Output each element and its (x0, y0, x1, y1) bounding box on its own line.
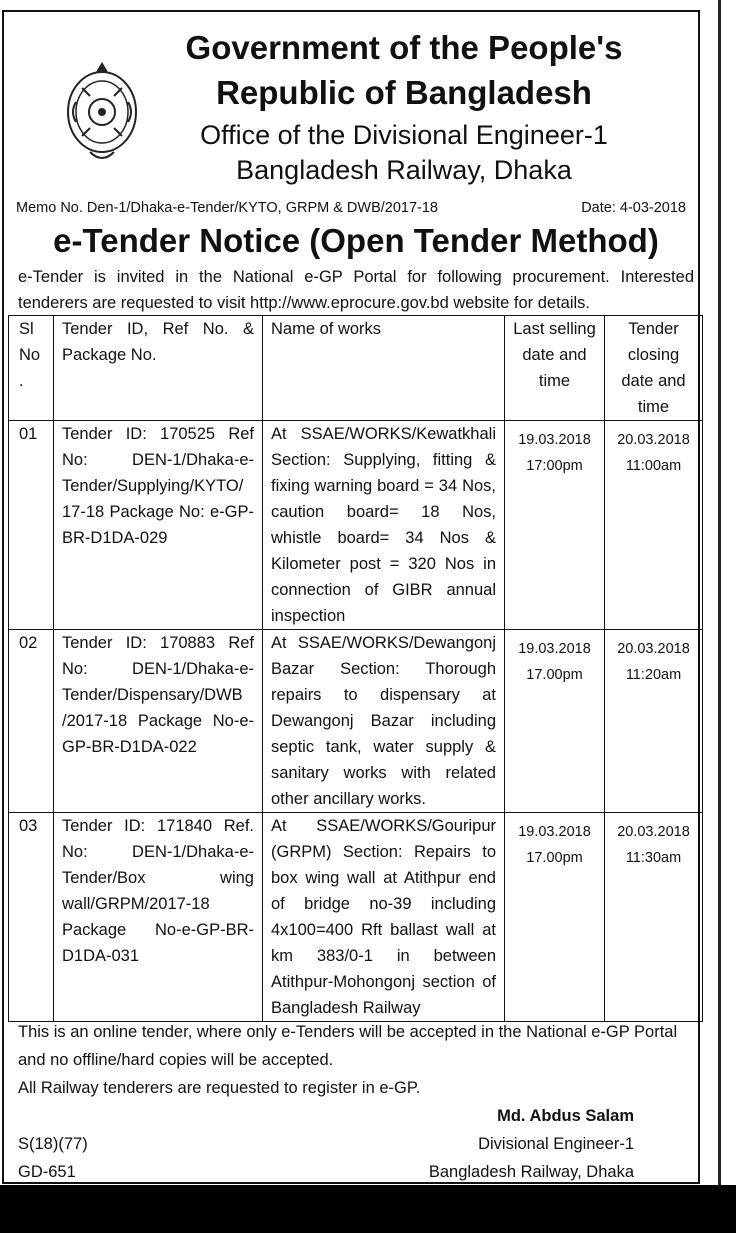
table-row (9, 421, 703, 630)
closing-time: 11:30am (625, 850, 682, 866)
selling-time: 17.00pm (526, 667, 583, 683)
intro-paragraph: e-Tender is invited in the National e-GP Portal for following procurement. Interested tenderers are requested to visit http://www.eprocure.gov.bd website for details. (18, 268, 694, 312)
row-tender: Tender ID: 171840 Ref. No: DEN-1/Dhaka-e-Tender/Box wing wall/GRPM/2017-18 Package No-e-GP-BR-D1DA-031 (54, 813, 263, 1022)
row-selling (505, 630, 605, 813)
selling-time: 17:00pm (526, 458, 583, 474)
closing-date: 20.03.2018 (617, 432, 690, 448)
table-row (9, 813, 703, 1022)
selling-date: 19.03.2018 (518, 641, 591, 657)
signatory-name: Md. Abdus Salam (497, 1107, 634, 1125)
closing-time: 11:00am (625, 458, 682, 474)
row-closing (605, 421, 703, 630)
row-selling (505, 421, 605, 630)
header-works: Name of works (263, 316, 505, 421)
office-line-2: Bangladesh Railway, Dhaka (236, 155, 572, 185)
header-sl: Sl No . (9, 316, 54, 421)
closing-date: 20.03.2018 (617, 824, 690, 840)
footer-register-notice: All Railway tenderers are requested to register in e-GP. (18, 1079, 421, 1097)
memo-date: Date: 4-03-2018 (581, 200, 686, 216)
ref-code-1: S(18)(77) (18, 1135, 88, 1153)
row-selling (505, 813, 605, 1022)
row-closing (605, 630, 703, 813)
header-closing: Tender closing date and time (605, 316, 703, 421)
table-header-row (9, 316, 703, 421)
selling-date: 19.03.2018 (518, 432, 591, 448)
title-line-2: Republic of Bangladesh (216, 74, 592, 111)
row-sl: 01 (9, 421, 54, 630)
row-sl: 02 (9, 630, 54, 813)
table-row (9, 630, 703, 813)
selling-date: 19.03.2018 (518, 824, 591, 840)
page-edge-line (718, 0, 721, 1185)
signatory-office: Bangladesh Railway, Dhaka (428, 1163, 634, 1181)
row-tender: Tender ID: 170525 Ref No: DEN-1/Dhaka-e-Tender/Supplying/KYTO/ 17-18 Package No: e-GP-BR-D1DA-029 (54, 421, 263, 630)
row-tender: Tender ID: 170883 Ref No: DEN-1/Dhaka-e-Tender/Dispensary/DWB /2017-18 Package No-e-GP-BR-D1DA-022 (54, 630, 263, 813)
selling-time: 17.00pm (526, 850, 583, 866)
memo-number: Memo No. Den-1/Dhaka-e-Tender/KYTO, GRPM & DWB/2017-18 (16, 200, 439, 216)
notice-title: e-Tender Notice (Open Tender Method) (53, 222, 659, 259)
signature-block (429, 1102, 634, 1186)
office-line-1: Office of the Divisional Engineer-1 (200, 120, 608, 150)
footer-online-notice: This is an online tender, where only e-Tenders will be accepted in the National e-GP Portal and no offline/hard copies will be accepted. (18, 1023, 678, 1069)
header-selling: Last selling date and time (505, 316, 605, 421)
row-works: At SSAE/WORKS/Dewangonj Bazar Section: Thorough repairs to dispensary at Dewangonj Bazar including septic tank, water supply & sanitary works with related other ancillary works. (263, 630, 505, 813)
row-works: At SSAE/WORKS/Gouripur (GRPM) Section: Repairs to box wing wall at Atithpur end of bridge no-39 including 4x100=400 Rft ballast wall at km 383/0-1 in between Atithpur-Mohongonj section of Bangladesh Railway (263, 813, 505, 1022)
signatory-designation: Divisional Engineer-1 (478, 1135, 634, 1153)
row-closing (605, 813, 703, 1022)
closing-date: 20.03.2018 (617, 641, 690, 657)
ref-code-2: GD-651 (18, 1163, 76, 1181)
tender-table (8, 315, 703, 1022)
row-sl: 03 (9, 813, 54, 1022)
notice-frame (2, 10, 700, 1184)
header-tender: Tender ID, Ref No. & Package No. (54, 316, 263, 421)
bottom-black-band (0, 1185, 736, 1233)
government-seal-icon (62, 52, 142, 168)
title-line-1: Government of the People's (185, 29, 623, 66)
closing-time: 11:20am (625, 667, 682, 683)
row-works: At SSAE/WORKS/Kewatkhali Section: Supplying, fitting & fixing warning board = 34 Nos, caution board= 18 Nos, whistle board= 34 Nos & Kilometer post = 320 Nos in connection of GIBR annual inspection (263, 421, 505, 630)
